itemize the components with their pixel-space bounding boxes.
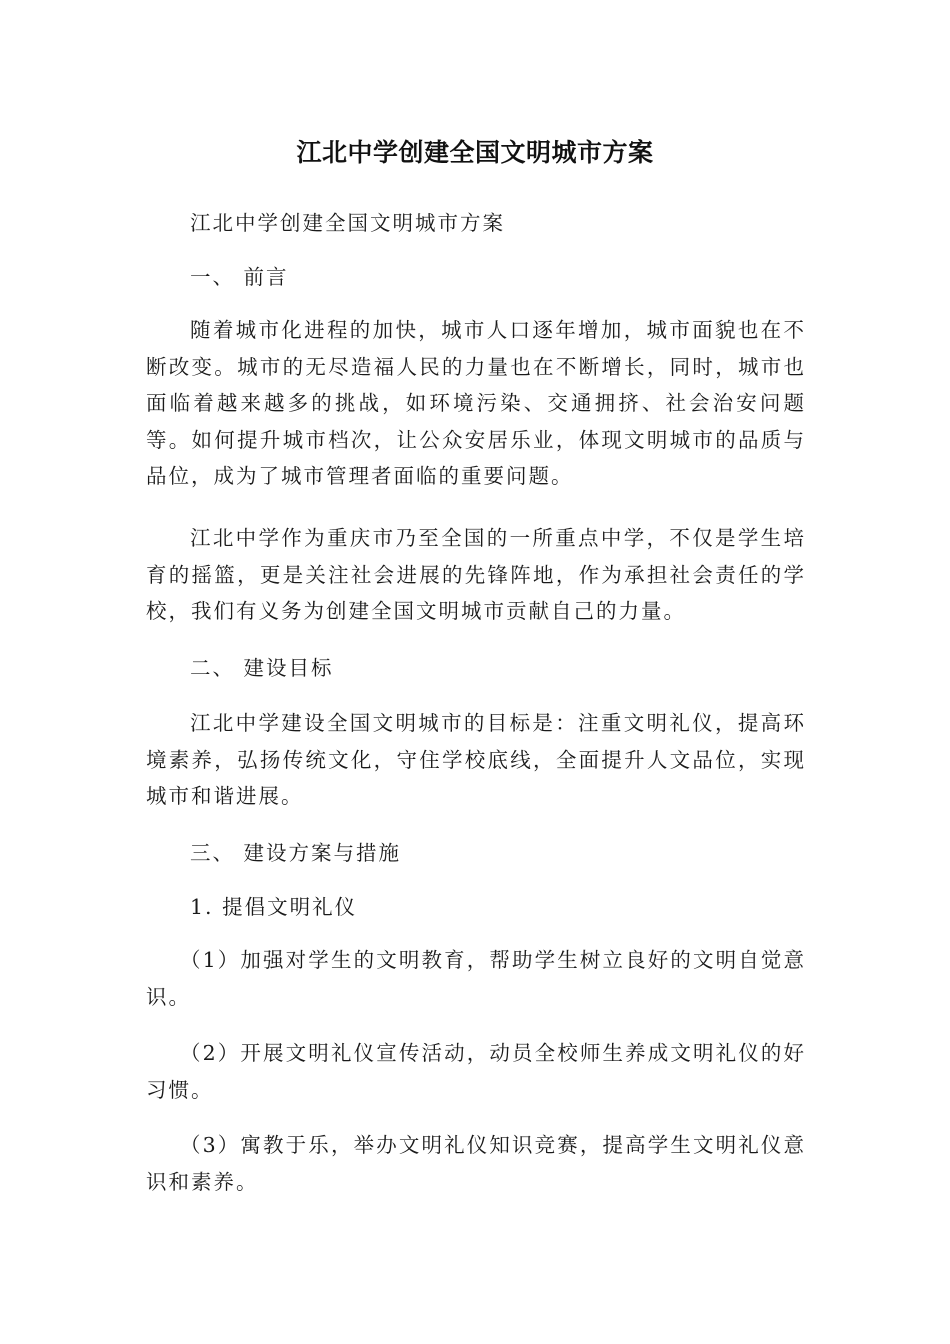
paragraph-preface-1: 随着城市化进程的加快，城市人口逐年增加，城市面貌也在不断改变。城市的无尽造福人民的力量也在不断增长，同时，城市也面临着越来越多的挑战，如环境污染、交通拥挤、社会治安问题等。如何提升城市档次，让公众安居乐业，体现文明城市的品质与品位，成为了城市管理者面临的重要问题。 — [146, 318, 806, 488]
document-title: 江北中学创建全国文明城市方案 — [296, 138, 654, 167]
subsection-heading-etiquette: 1. 提倡文明礼仪 — [190, 895, 358, 919]
paragraph-preface-2: 江北中学作为重庆市乃至全国的一所重点中学，不仅是学生培育的摇篮，更是关注社会进展的先锋阵地，作为承担社会责任的学校，我们有义务为创建全国文明城市贡献自己的力量。 — [146, 526, 806, 623]
section-heading-goals: 二、 建设目标 — [190, 656, 334, 680]
paragraph-goals: 江北中学建设全国文明城市的目标是：注重文明礼仪，提高环境素养，弘扬传统文化，守住学校底线，全面提升人文品位，实现城市和谐进展。 — [146, 711, 806, 808]
list-item-1: （1）加强对学生的文明教育，帮助学生树立良好的文明自觉意识。 — [146, 948, 806, 1009]
section-heading-preface: 一、 前言 — [190, 265, 289, 289]
section-heading-measures: 三、 建设方案与措施 — [190, 841, 402, 865]
list-item-2: （2）开展文明礼仪宣传活动，动员全校师生养成文明礼仪的好习惯。 — [146, 1041, 806, 1102]
list-item-3: （3）寓教于乐，举办文明礼仪知识竞赛，提高学生文明礼仪意识和素养。 — [146, 1133, 806, 1194]
paragraph-subtitle: 江北中学创建全国文明城市方案 — [190, 211, 505, 235]
